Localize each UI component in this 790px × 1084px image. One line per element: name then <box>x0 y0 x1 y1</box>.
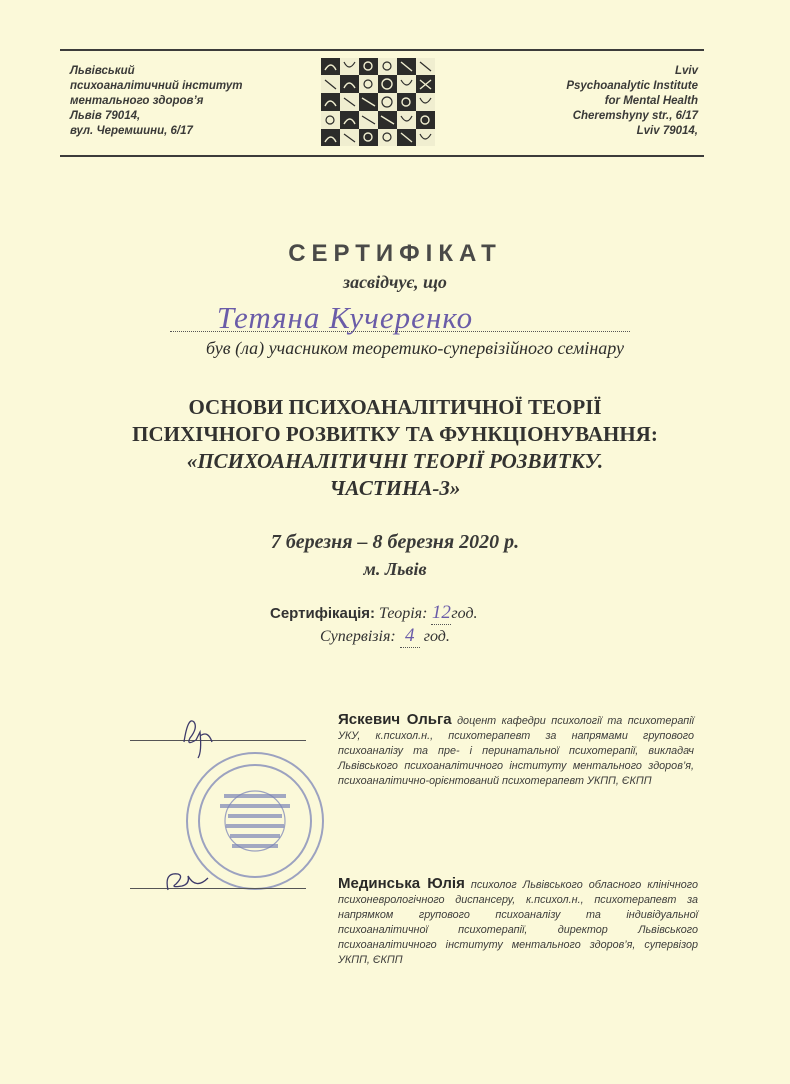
address-line: Львів 79014, <box>70 110 141 122</box>
signature-line-2 <box>130 888 306 889</box>
name-underline <box>170 330 630 332</box>
theory-unit: год. <box>451 605 478 622</box>
theory-hours: 12 <box>431 602 451 623</box>
course-title-line: ОСНОВИ ПСИХОАНАЛІТИЧНОЇ ТЕОРІЇ <box>188 395 602 419</box>
supervision-line <box>270 625 478 648</box>
signatory-2-name: Мединська Юлія <box>338 875 465 892</box>
signature-2-mark <box>160 864 216 898</box>
address-line: Cheremshyny str., 6/17 <box>572 110 698 122</box>
address-line: психоаналітичний інститут <box>70 80 243 92</box>
recipient-name: Тетяна Кучеренко <box>216 300 474 335</box>
certification-label: Сертифікація: <box>270 605 375 622</box>
theory-line <box>270 602 478 625</box>
institute-logo <box>321 58 435 146</box>
signatory-1 <box>338 712 694 789</box>
signatory-1-description: доцент кафедри психології та психотерапії УКУ, к.психол.н., психотерапевт за напрямами групового психоаналізу та пре- і перинатальної психотерапії, викладач Львівського психоаналітичного інституту ментального здоров’я, психоаналітично-орієнтований психотерапевт УКПП, ЄКПП <box>338 715 694 787</box>
seminar-dates: 7 березня – 8 березня 2020 р. <box>270 531 520 553</box>
seminar-city: м. Львів <box>363 559 427 579</box>
supervision-unit: год. <box>423 628 450 645</box>
header-bottom-rule <box>60 155 704 157</box>
header-top-rule <box>60 49 704 51</box>
supervision-label: Супервізія: <box>320 628 396 645</box>
course-title <box>0 394 790 502</box>
certificate-subtitle: засвідчує, що <box>343 272 447 292</box>
address-line: ментального здоров’я <box>70 95 204 107</box>
signatory-2 <box>338 876 698 968</box>
theory-label: Теорія: <box>379 605 428 622</box>
certification-hours <box>270 602 478 648</box>
supervision-hours: 4 <box>400 625 420 648</box>
institute-address-ukrainian <box>70 64 242 139</box>
course-title-line: ПСИХІЧНОГО РОЗВИТКУ ТА ФУНКЦІОНУВАННЯ: <box>132 422 658 446</box>
address-line: Львівський <box>70 65 135 77</box>
course-title-line: «ПСИХОАНАЛІТИЧНІ ТЕОРІЇ РОЗВИТКУ. <box>186 449 604 473</box>
signatory-1-name: Яскевич Ольга <box>338 711 452 728</box>
signatory-2-description: психолог Львівського обласного клінічного психоневрологічного диспансеру, к.психол.н., психотерапевт за напрямком групового психоаналізу та індивідуальної психоаналітичної психотерапії, директор Львівського психоаналітичного інституту ментального здоров’я, супервізор УКПП, ЄКПП <box>338 879 698 966</box>
participant-statement: був (ла) учасником теоретико-супервізійного семінару <box>205 338 625 358</box>
address-line: for Mental Health <box>604 95 698 107</box>
course-title-line: ЧАСТИНА-3» <box>329 476 461 500</box>
signature-line-1 <box>130 740 306 741</box>
institute-address-english <box>566 64 698 139</box>
address-line: вул. Черемшини, 6/17 <box>70 125 193 137</box>
certificate-title: СЕРТИФІКАТ <box>288 240 502 267</box>
address-line: Lviv 79014, <box>636 125 698 137</box>
address-line: Lviv <box>674 65 698 77</box>
address-line: Psychoanalytic Institute <box>566 80 698 92</box>
